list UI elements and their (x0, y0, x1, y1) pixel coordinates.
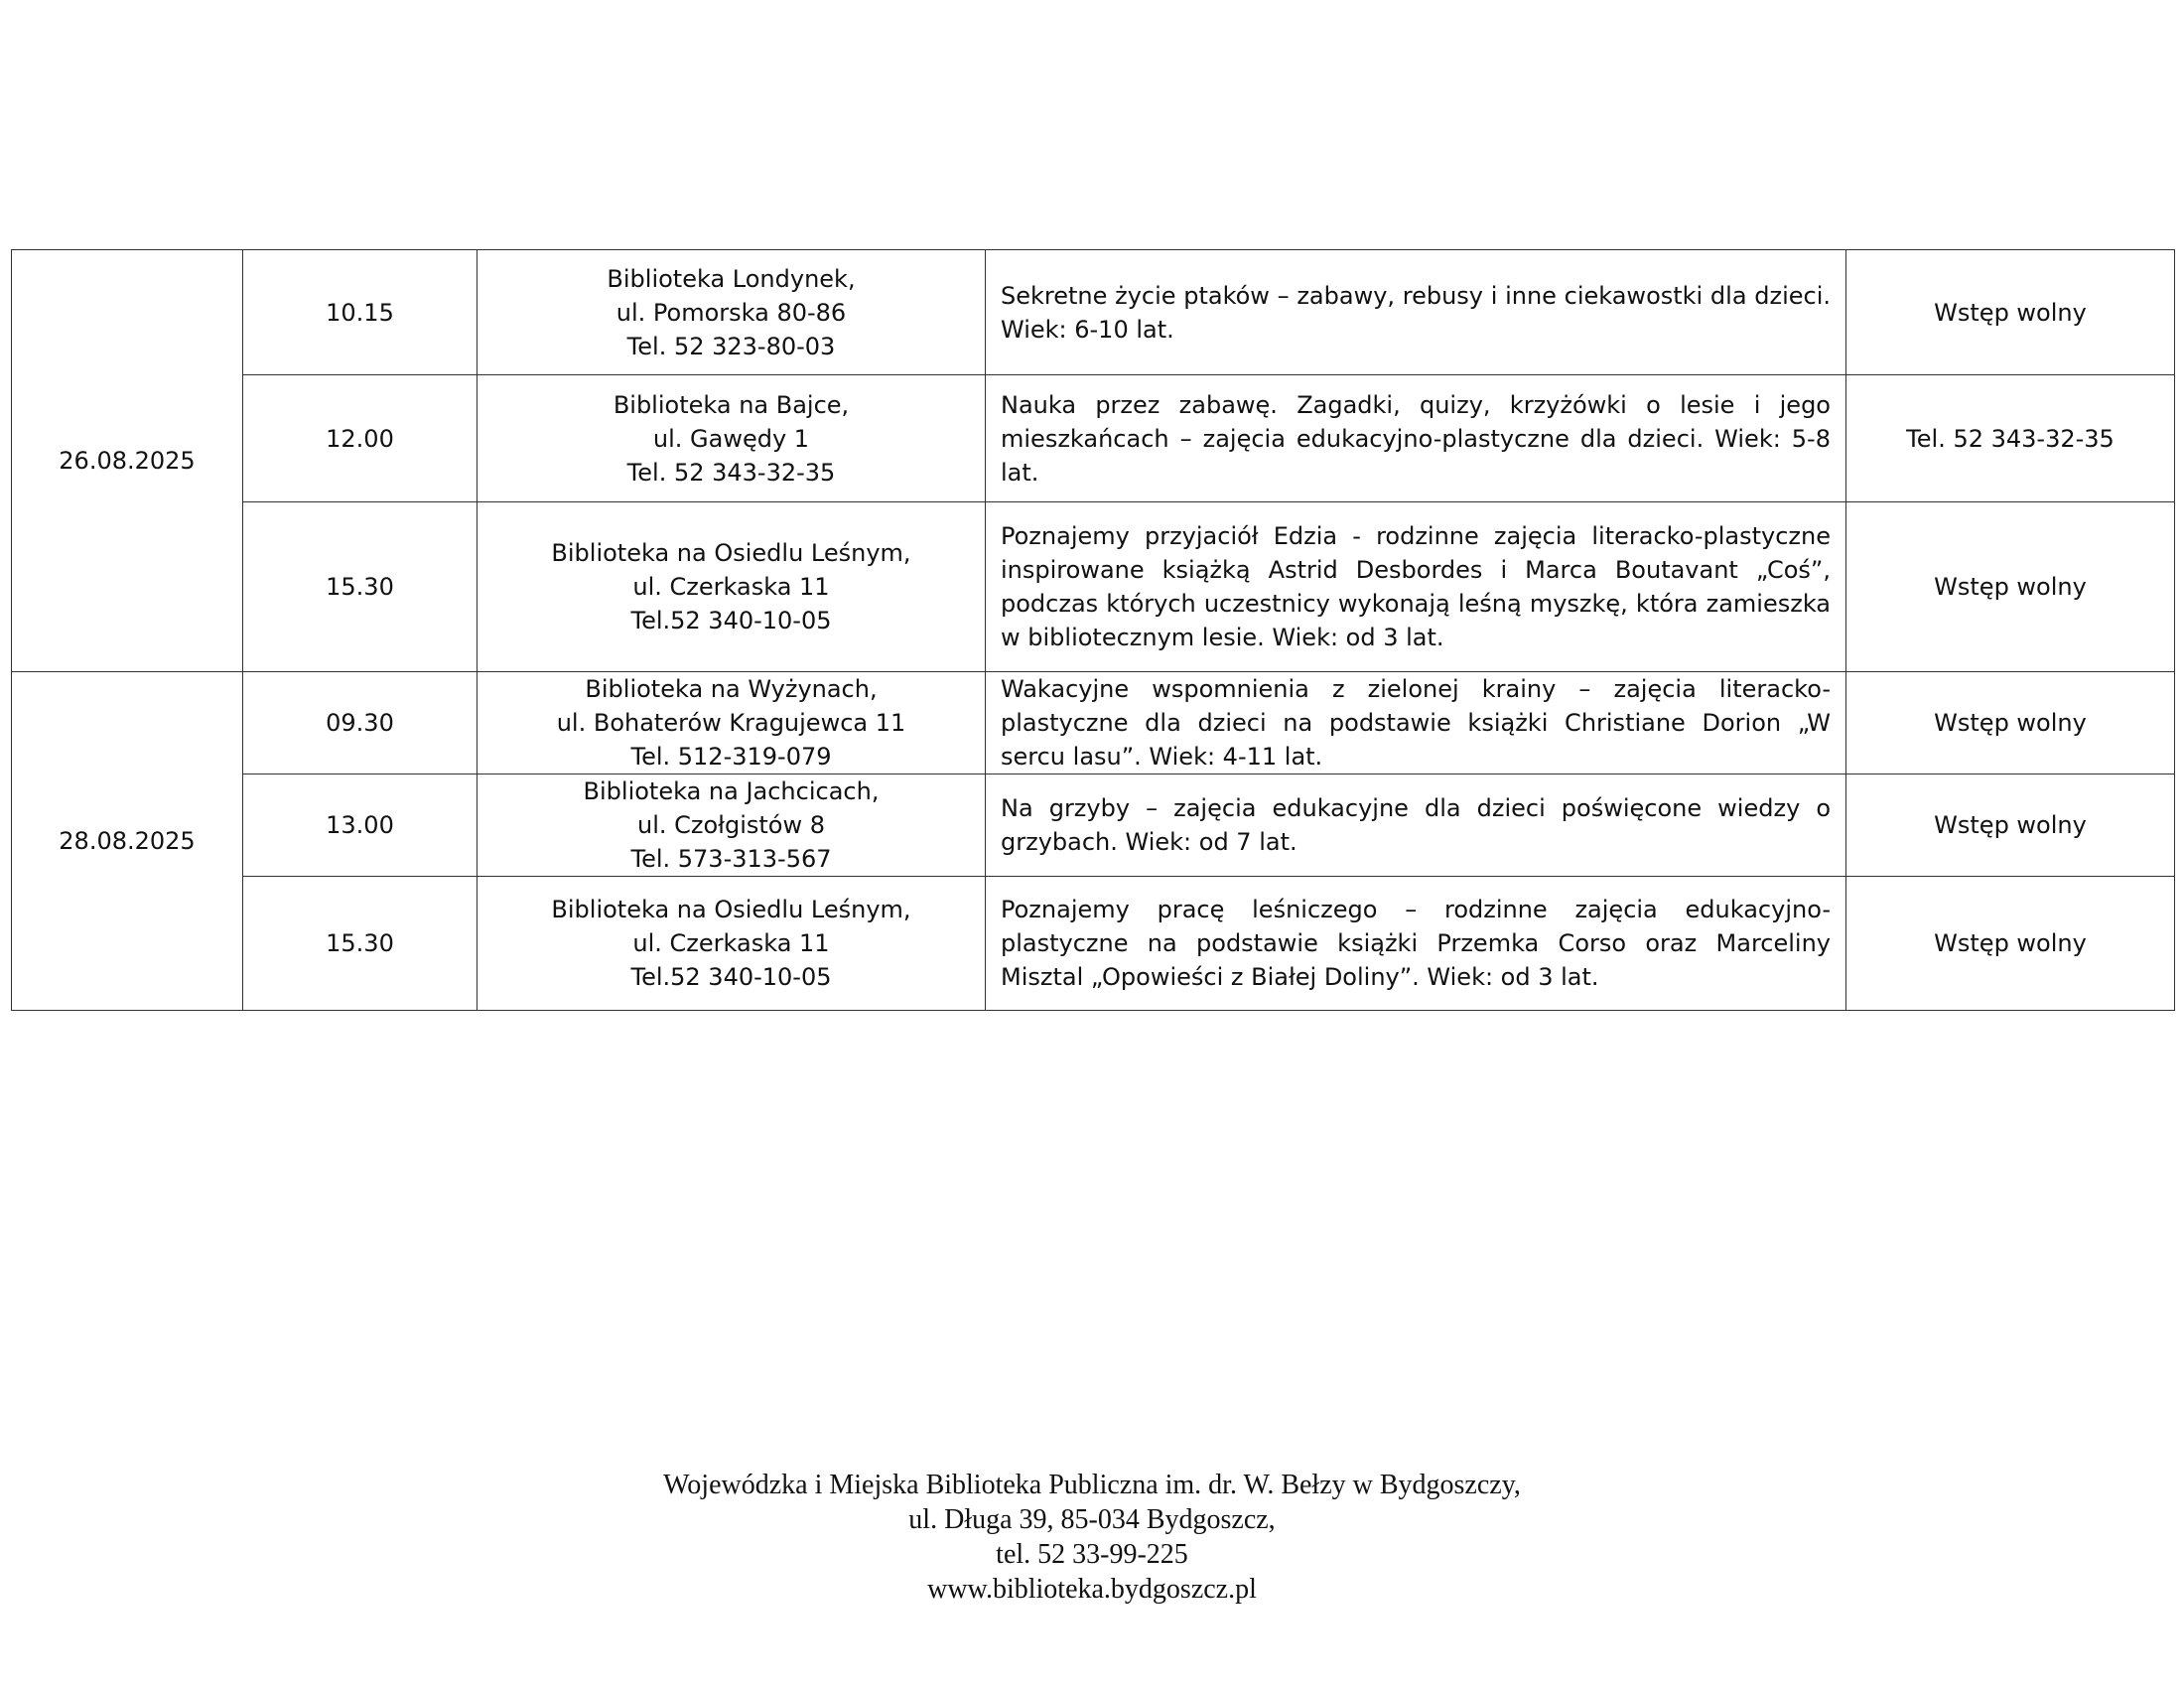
venue-address: ul. Pomorska 80-86 (615, 298, 847, 327)
entry-cell: Wstęp wolny (1846, 672, 2175, 774)
venue-cell (478, 250, 986, 375)
entry-cell: Wstęp wolny (1846, 250, 2175, 375)
table-row (12, 877, 2175, 1011)
venue-name: Biblioteka na Jachcicach, (583, 777, 880, 805)
venue-phone: Tel. 573-313-567 (630, 845, 832, 873)
time-cell: 10.15 (243, 250, 478, 375)
venue-cell (478, 375, 986, 502)
table-row (12, 672, 2175, 774)
venue-phone: Tel. 52 343-32-35 (626, 458, 836, 487)
entry-cell: Wstęp wolny (1846, 502, 2175, 672)
venue-cell (478, 672, 986, 774)
venue-phone: Tel.52 340-10-05 (630, 607, 832, 634)
entry-cell: Wstęp wolny (1846, 774, 2175, 877)
time-cell: 15.30 (243, 502, 478, 672)
venue-phone: Tel. 52 323-80-03 (626, 332, 836, 360)
description-cell: Na grzyby – zajęcia edukacyjne dla dzieci poświęcone wiedzy o grzybach. Wiek: od 7 lat. (986, 774, 1846, 877)
footer-website-link[interactable]: www.biblioteka.bydgoszcz.pl (927, 1574, 1257, 1605)
footer-address: ul. Długa 39, 85-034 Bydgoszcz, (908, 1504, 1276, 1535)
venue-cell (478, 502, 986, 672)
time-cell: 15.30 (243, 877, 478, 1011)
venue-address: ul. Czerkaska 11 (632, 573, 830, 601)
events-table (11, 249, 2175, 1011)
venue-name: Biblioteka na Wyżynach, (585, 675, 878, 703)
description-cell: Poznajemy pracę leśniczego – rodzinne zajęcia edukacyjno-plastyczne na podstawie książki Przemka Corso oraz Marceliny Misztal „Opowieści z Białej Doliny”. Wiek: od 3 lat. (986, 877, 1846, 1011)
table-row (12, 774, 2175, 877)
venue-address: ul. Czerkaska 11 (632, 929, 830, 957)
description-cell: Sekretne życie ptaków – zabawy, rebusy i inne ciekawostki dla dzieci. Wiek: 6-10 lat. (986, 250, 1846, 375)
entry-cell: Tel. 52 343-32-35 (1846, 375, 2175, 502)
venue-address: ul. Gawędy 1 (652, 424, 810, 453)
venue-cell (478, 774, 986, 877)
venue-name: Biblioteka na Osiedlu Leśnym, (551, 896, 911, 923)
page-footer (0, 1468, 2184, 1607)
time-cell: 09.30 (243, 672, 478, 774)
date-cell: 28.08.2025 (12, 672, 243, 1011)
entry-cell: Wstęp wolny (1846, 877, 2175, 1011)
description-cell: Wakacyjne wspomnienia z zielonej krainy – zajęcia literacko-plastyczne dla dzieci na podstawie książki Christiane Dorion „W sercu lasu”. Wiek: 4-11 lat. (986, 672, 1846, 774)
venue-address: ul. Czołgistów 8 (636, 811, 826, 839)
table-row (12, 502, 2175, 672)
venue-name: Biblioteka na Osiedlu Leśnym, (551, 539, 911, 567)
table-row (12, 375, 2175, 502)
time-cell: 12.00 (243, 375, 478, 502)
time-cell: 13.00 (243, 774, 478, 877)
venue-address: ul. Bohaterów Kragujewca 11 (556, 709, 906, 737)
description-cell: Poznajemy przyjaciół Edzia - rodzinne zajęcia literacko-plastyczne inspirowane książką Astrid Desbordes i Marca Boutavant „Coś”, podczas których uczestnicy wykonają leśną myszkę, która zamieszka w bibliotecznym lesie. Wiek: od 3 lat. (986, 502, 1846, 672)
description-cell: Nauka przez zabawę. Zagadki, quizy, krzyżówki o lesie i jego mieszkańcach – zajęcia edukacyjno-plastyczne dla dzieci. Wiek: 5-8 lat. (986, 375, 1846, 502)
table-row (12, 250, 2175, 375)
venue-cell (478, 877, 986, 1011)
date-cell: 26.08.2025 (12, 250, 243, 672)
venue-phone: Tel. 512-319-079 (630, 743, 832, 771)
footer-phone: tel. 52 33-99-225 (996, 1539, 1188, 1570)
venue-name: Biblioteka Londynek, (607, 264, 856, 293)
venue-name: Biblioteka na Bajce, (613, 390, 850, 419)
footer-institution: Wojewódzka i Miejska Biblioteka Publiczna im. dr. W. Bełzy w Bydgoszczy, (663, 1470, 1521, 1500)
venue-phone: Tel.52 340-10-05 (630, 963, 832, 991)
